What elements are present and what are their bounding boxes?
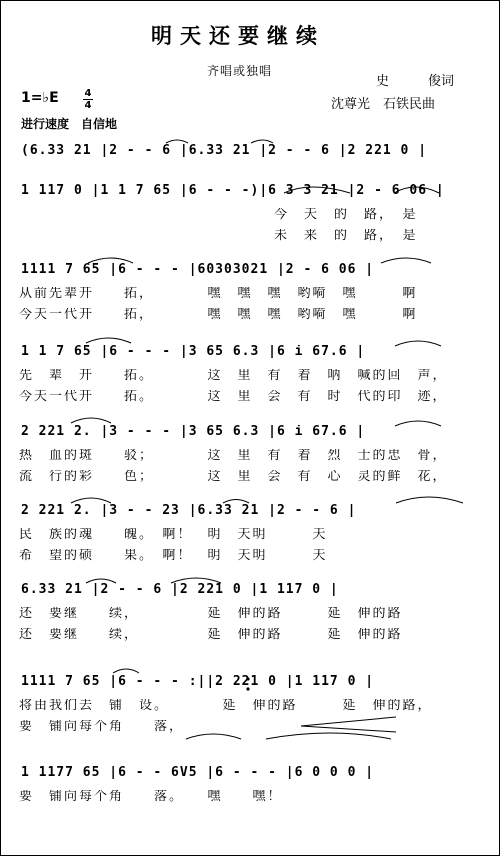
lyric-line: 将由我们去 铺 设。 延 伸的路 延 伸的路， [19,699,433,712]
lyric-line: 要 铺向每个角 落， [19,720,185,733]
notation-line: 6.33 21 |2 - - 6 |2 221 0 |1 117 0 | [21,583,339,596]
key-signature: 1=♭E [21,90,59,106]
lyric-line: 今天一代开 拓， 嘿 嘿 嘿 哟嗬 嘿 啊 [19,308,418,321]
lyric-line: 还 要继 续， 延 伸的路 延 伸的路 [19,628,403,641]
notation-line: 2 221 2. |3 - - 23 |6.33 21 |2 - - 6 | [21,504,357,517]
lyricist-credit: 史 俊词 [376,74,455,89]
time-signature-top: 4 [84,88,92,99]
composer-credit: 沈尊光 石铁民曲 [331,97,436,112]
time-signature-bottom: 4 [84,100,92,111]
lyric-line: 希 望的硕 果。 啊！ 明 天明 天 [19,549,328,562]
lyric-line: 流 行的彩 色； 这 里 会 有 心 灵的鲜 花， [19,470,448,483]
lyric-line: 先 辈 开 拓。 这 里 有 着 呐 喊的回 声， [19,369,448,382]
performance-note: 齐唱或独唱 [207,64,273,78]
notation-line: 1 1177 65 |6 - - 6V5 |6 - - - |6 0 0 0 | [21,766,375,779]
notation-line: 1 1 7 65 |6 - - - |3 65 6.3 |6 i 67.6 | [21,345,366,358]
lyric-line: 今 天 的 路， 是 [19,208,418,221]
lyric-line: 今天一代开 拓。 这 里 会 有 时 代的印 迹， [19,390,448,403]
notation-line: 1111 7 65 |6 - - - :||2 221 0 |1 117 0 | [21,675,375,688]
notation-line: 2 221 2. |3 - - - |3 65 6.3 |6 i 67.6 | [21,425,366,438]
lyric-line: 未 来 的 路， 是 [19,229,418,242]
notation-line: 1 117 0 |1 1 7 65 |6 - - -)|6 3 3 21 |2 - 6 06 | [21,184,445,197]
lyric-line: 民 族的魂 魄。 啊！ 明 天明 天 [19,528,328,541]
time-signature [83,89,93,110]
lyric-line: 热 血的斑 驳； 这 里 有 着 烈 士的忠 骨， [19,449,448,462]
lyric-line: 从前先辈开 拓， 嘿 嘿 嘿 哟嗬 嘿 啊 [19,287,418,300]
song-title: 明天还要继续 [151,23,325,48]
notation-line: (6.33 21 |2 - - 6 |6.33 21 |2 - - 6 |2 221 0 | [21,144,428,157]
lyric-line: 要 铺向每个角 落。 嘿 嘿！ [19,790,283,803]
lyric-line: 还 要继 续， 延 伸的路 延 伸的路 [19,607,403,620]
notation-line: 1111 7 65 |6 - - - |60303021 |2 - 6 06 | [21,263,375,276]
tempo-marking: 进行速度 自信地 [21,117,118,131]
